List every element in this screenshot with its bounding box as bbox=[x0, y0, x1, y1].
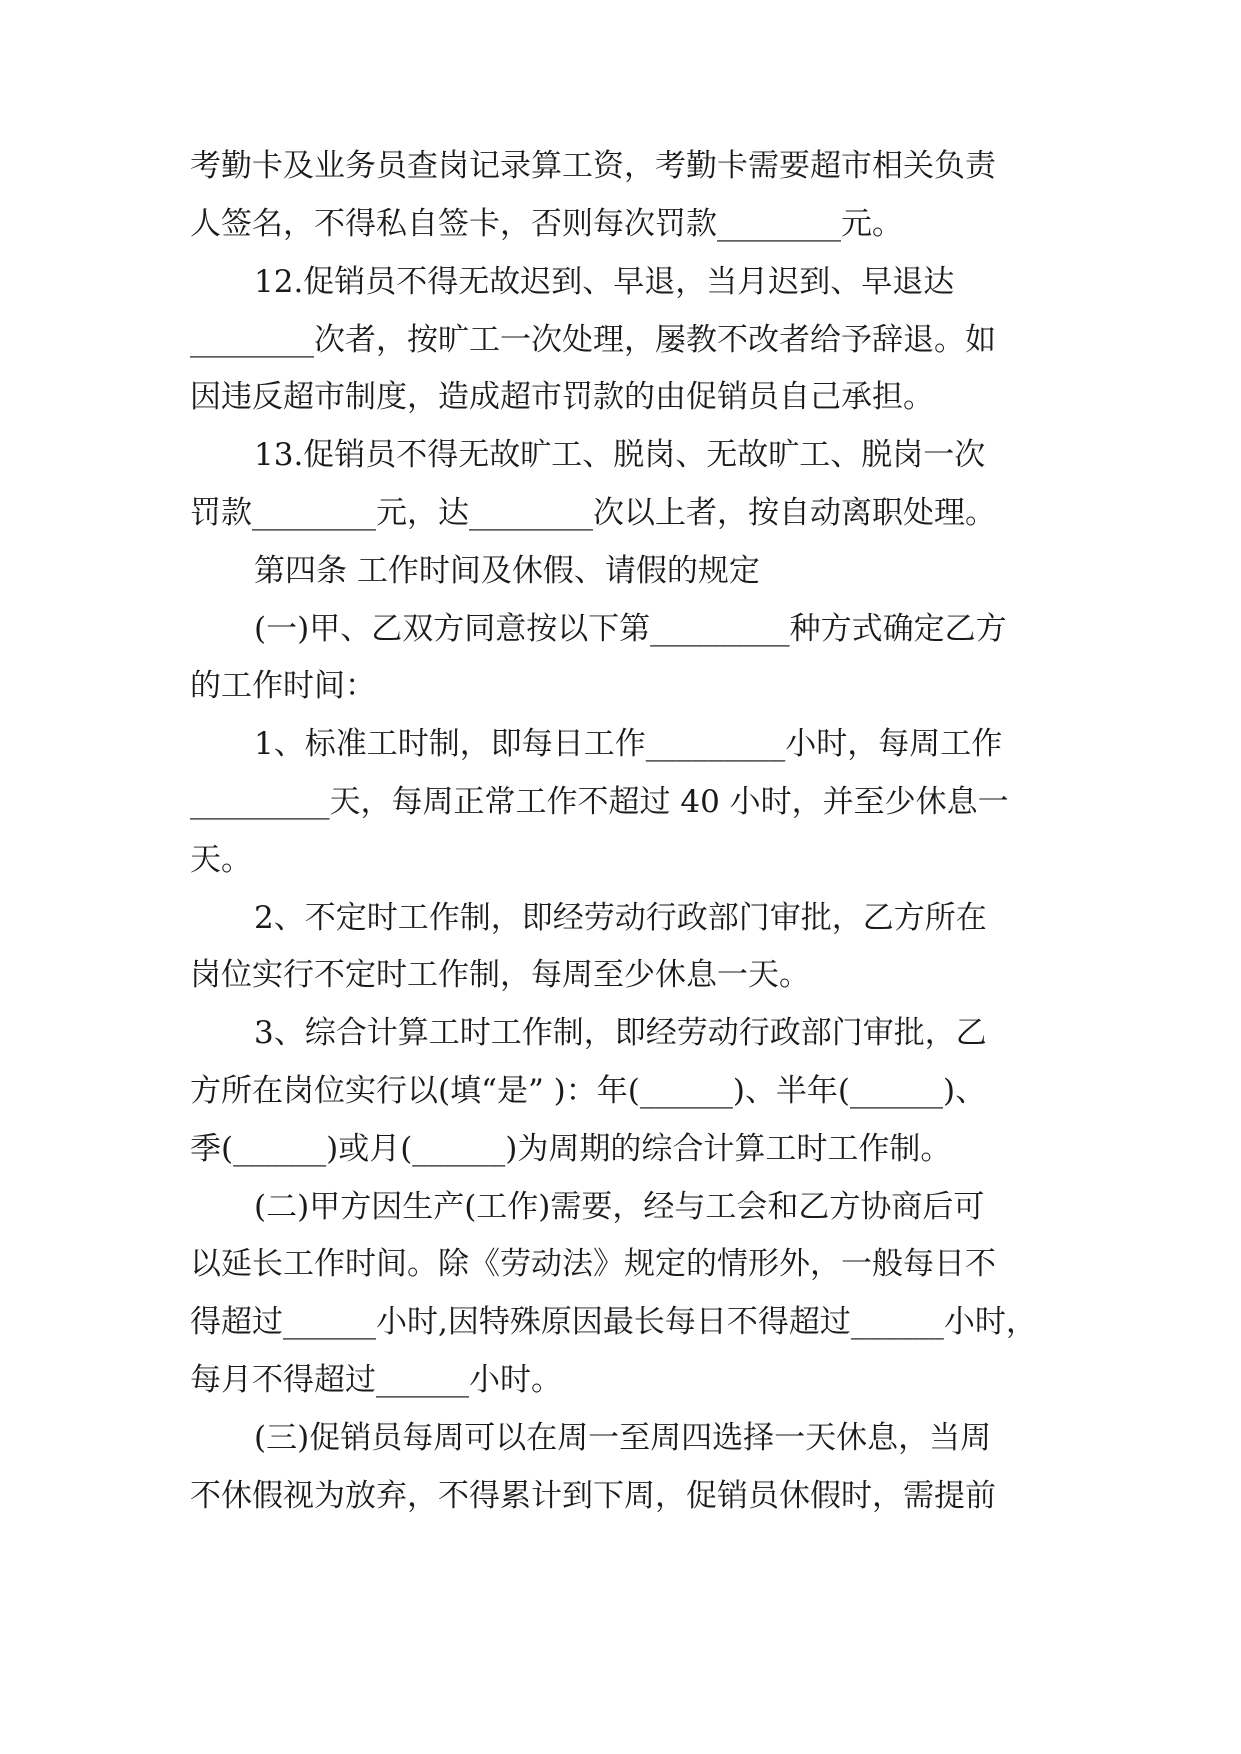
flexible-hours-item: 2、不定时工作制，即经劳动行政部门审批，乙方所在 bbox=[254, 900, 987, 936]
section-heading: 第四条 工作时间及休假、请假的规定 bbox=[254, 553, 760, 589]
text-line: 岗位实行不定时工作制，每周至少休息一天。 bbox=[190, 957, 810, 993]
text-line: ________次者，按旷工一次处理，屡教不改者给予辞退。如 bbox=[190, 322, 996, 358]
item-three: (三)促销员每周可以在周一至周四选择一天休息，当周 bbox=[254, 1420, 992, 1456]
clause-13: 13.促销员不得无故旷工、脱岗、无故旷工、脱岗一次 bbox=[254, 437, 986, 473]
text-line: 因违反超市制度，造成超市罚款的由促销员自己承担。 bbox=[190, 379, 934, 415]
text-line: 方所在岗位实行以(填“是” )：年(______)、半年(______)、 bbox=[190, 1073, 987, 1109]
text-line: _________天，每周正常工作不超过 40 小时，并至少休息一 bbox=[190, 784, 1009, 820]
clause-12: 12.促销员不得无故迟到、早退，当月迟到、早退达 bbox=[254, 264, 955, 300]
text-line: 的工作时间： bbox=[190, 668, 376, 704]
text-line: 罚款________元，达________次以上者，按自动离职处理。 bbox=[190, 495, 996, 531]
text-line: 天。 bbox=[190, 842, 252, 878]
standard-hours-item: 1、标准工时制，即每日工作_________小时，每周工作 bbox=[254, 726, 1003, 762]
text-line: 季(______)或月(______)为周期的综合计算工时工作制。 bbox=[190, 1131, 952, 1167]
text-line: 每月不得超过______小时。 bbox=[190, 1362, 562, 1398]
text-line: 考勤卡及业务员查岗记录算工资，考勤卡需要超市相关负责 bbox=[190, 148, 996, 184]
text-line: 不休假视为放弃，不得累计到下周，促销员休假时，需提前 bbox=[190, 1478, 996, 1514]
text-line: 人签名，不得私自签卡，否则每次罚款________元。 bbox=[190, 206, 903, 242]
item-one: (一)甲、乙双方同意按以下第_________种方式确定乙方 bbox=[254, 611, 1007, 647]
item-two: (二)甲方因生产(工作)需要，经与工会和乙方协商后可 bbox=[254, 1189, 985, 1225]
text-line: 以延长工作时间。除《劳动法》规定的情形外，一般每日不 bbox=[190, 1246, 996, 1282]
comprehensive-hours-item: 3、综合计算工时工作制，即经劳动行政部门审批，乙 bbox=[254, 1015, 987, 1051]
text-line: 得超过______小时,因特殊原因最长每日不得超过______小时， bbox=[190, 1304, 1037, 1340]
